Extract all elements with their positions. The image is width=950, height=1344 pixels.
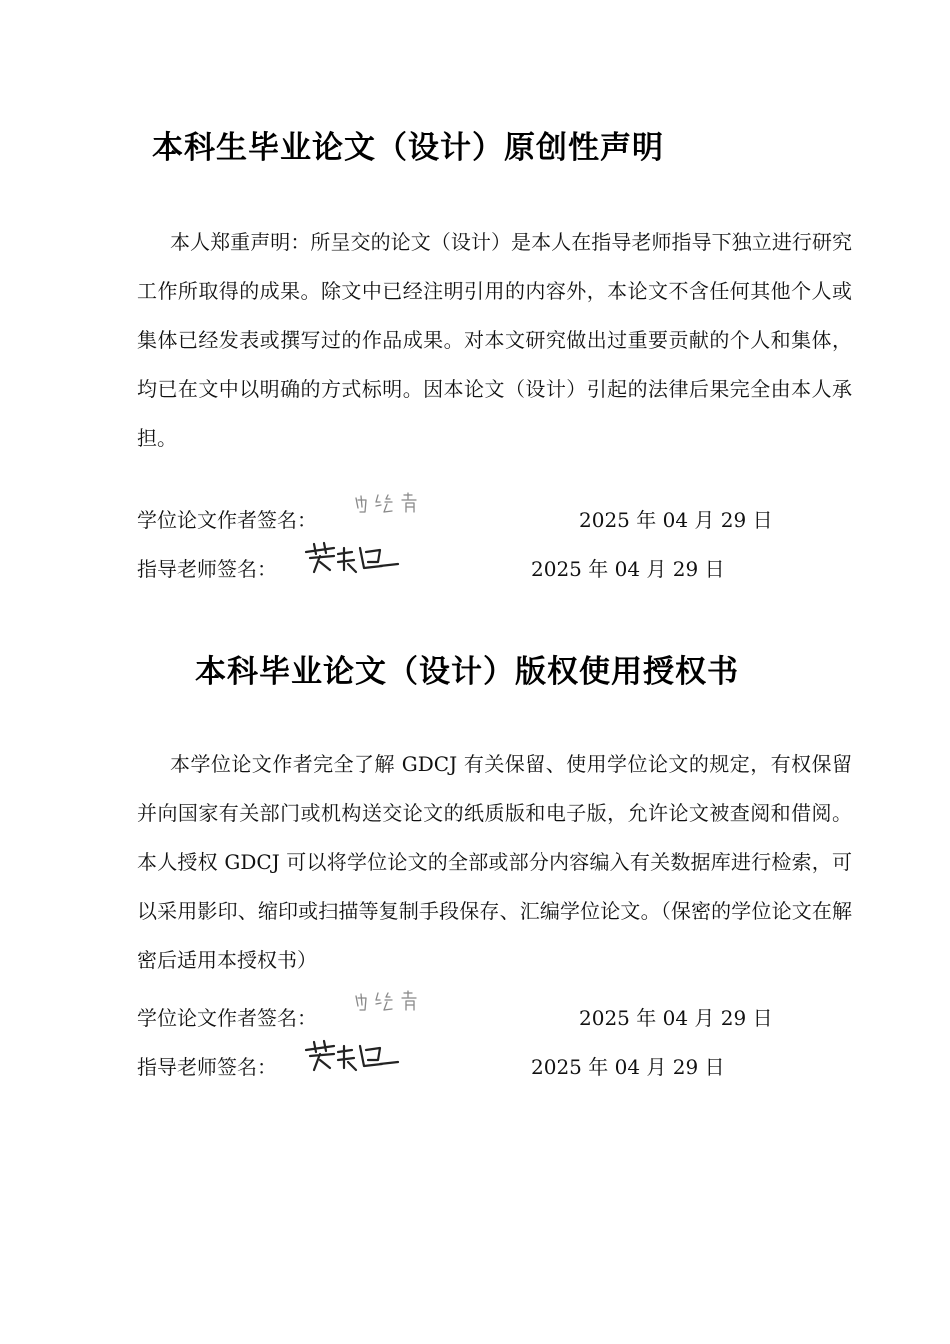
declaration-body: 本人郑重声明：所呈交的论文（设计）是本人在指导老师指导下独立进行研究工作所取得的成果。除文中已经注明引用的内容外，本论文不含任何其他个人或集体已经发表或撰写过的作品成果。对本文研究做出过重要贡献的个人和集体，均已在文中以明确的方式标明。因本论文（设计）引起的法律后果完全由本人承担。 — [137, 230, 852, 450]
author-signature-date: 2025 年 04 月 29 日 — [579, 1006, 773, 1030]
advisor-signature-image — [304, 540, 402, 578]
authorization-advisor-signature-line — [137, 1051, 277, 1080]
advisor-signature-label: 指导老师签名： — [137, 557, 277, 581]
advisor-signature-label: 指导老师签名： — [137, 1055, 277, 1079]
author-signature-label: 学位论文作者签名： — [137, 508, 317, 532]
advisor-signature-date: 2025 年 04 月 29 日 — [531, 557, 725, 581]
author-signature-label: 学位论文作者签名： — [137, 1006, 317, 1030]
author-signature-image — [352, 988, 424, 1018]
advisor-signature-date: 2025 年 04 月 29 日 — [531, 1055, 725, 1079]
declaration-author-signature-line — [137, 504, 317, 533]
advisor-signature-image — [304, 1038, 402, 1076]
declaration-advisor-signature-line — [137, 553, 277, 582]
author-signature-image — [352, 490, 424, 520]
authorization-body: 本学位论文作者完全了解 GDCJ 有关保留、使用学位论文的规定，有权保留并向国家有关部门或机构送交论文的纸质版和电子版，允许论文被查阅和借阅。本人授权 GDCJ 可以将学位论文的全部或部分内容编入有关数据库进行检索，可以采用影印、缩印或扫描等复制手段保存、汇编学位论文。（保密的学位论文在解密后适用本授权书） — [137, 752, 852, 972]
authorization-author-signature-line — [137, 1002, 317, 1031]
declaration-title: 本科生毕业论文（设计）原创性声明 — [152, 130, 664, 166]
authorization-title: 本科毕业论文（设计）版权使用授权书 — [195, 654, 739, 690]
author-signature-date: 2025 年 04 月 29 日 — [579, 508, 773, 532]
